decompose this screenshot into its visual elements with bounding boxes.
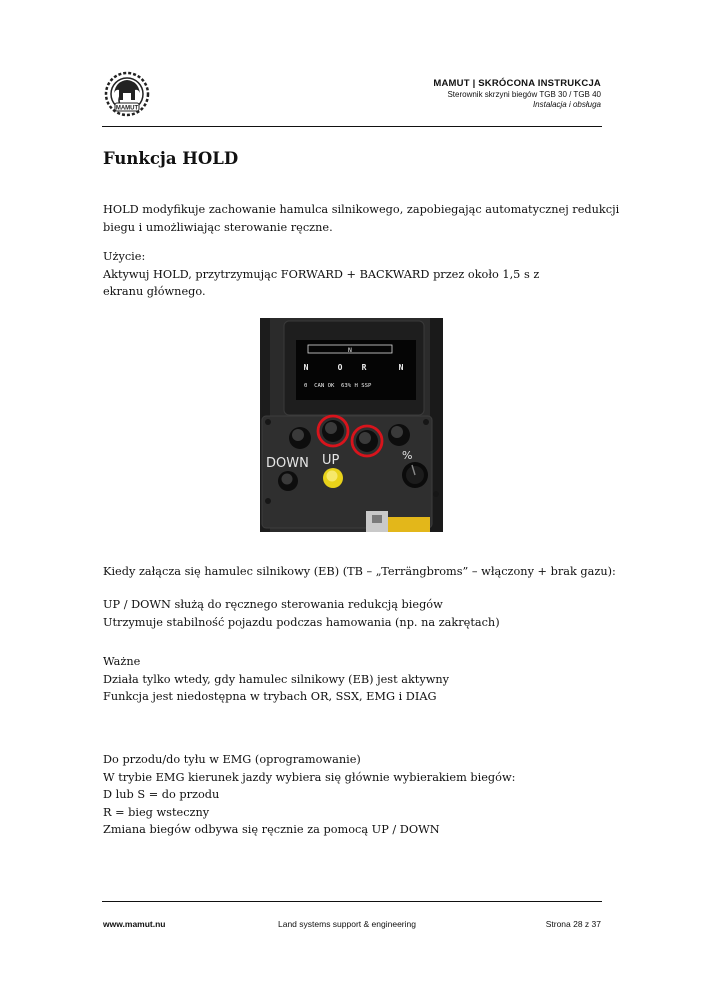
text-line: Utrzymuje stabilność pojazdu podczas hamowania (np. na zakrętach) xyxy=(103,615,500,629)
display-gear-2: O xyxy=(337,363,343,372)
text-line: biegu i umożliwiając sterowanie ręczne. xyxy=(103,220,333,234)
text-line: HOLD modyfikuje zachowanie hamulca silnikowego, zapobiegając automatycznej redukcji xyxy=(103,203,620,216)
header-section: Instalacja i obsługa xyxy=(532,100,601,109)
up-label: UP xyxy=(322,453,340,468)
display-gear-4: N xyxy=(398,363,404,372)
mamut-logo xyxy=(102,71,152,117)
percent-label: % xyxy=(402,449,413,462)
text-line: Użycie: xyxy=(103,250,146,263)
text-line: Działa tylko wtedy, gdy hamulec silnikowy (EB) jest aktywny xyxy=(103,672,450,686)
display-bar-text: N xyxy=(348,346,352,354)
text-line: Aktywuj HOLD, przytrzymując FORWARD + BACKWARD przez około 1,5 s z xyxy=(103,267,540,281)
text-line: Kiedy załącza się hamulec silnikowy (EB) (TB – „Terrängbroms” – włączony + brak gazu): xyxy=(103,565,616,578)
text-line: R = bieg wsteczny xyxy=(103,805,210,819)
display-gear-1: N xyxy=(303,363,309,372)
text-line: Funkcja jest niedostępna w trybach OR, SSX, EMG i DIAG xyxy=(103,690,437,703)
intro-paragraph xyxy=(103,201,620,236)
engine-brake-line xyxy=(103,563,616,581)
text-line: UP / DOWN służą do ręcznego sterowania redukcją biegów xyxy=(103,598,443,611)
text-line: Do przodu/do tyłu w EMG (oprogramowanie) xyxy=(103,753,361,766)
document-header xyxy=(433,78,601,109)
footer-tagline: Land systems support & engineering xyxy=(278,919,416,929)
footer-page-number: Strona 28 z 37 xyxy=(545,919,601,929)
header-rule xyxy=(102,126,602,127)
text-line: ekranu głównego. xyxy=(103,285,206,298)
usage-paragraph xyxy=(103,248,603,301)
section-heading: Funkcja HOLD xyxy=(103,149,239,168)
emg-section xyxy=(103,751,603,839)
display-gear-3: R xyxy=(361,363,367,372)
display-status-line: 0 CAN OK 63% H SSP xyxy=(304,383,372,389)
logo-text: MAMUT xyxy=(115,105,139,112)
down-label: DOWN xyxy=(266,456,309,471)
controller-photo xyxy=(260,318,443,532)
text-line: W trybie EMG kierunek jazdy wybiera się głównie wybierakiem biegów: xyxy=(103,770,516,784)
footer-rule xyxy=(102,901,602,902)
header-title: MAMUT | SKRÓCONA INSTRUKCJA xyxy=(433,78,601,89)
text-line: Zmiana biegów odbywa się ręcznie za pomocą UP / DOWN xyxy=(103,823,440,836)
text-line: Ważne xyxy=(103,655,141,668)
engine-brake-points xyxy=(103,596,603,631)
important-note xyxy=(103,653,603,706)
text-line: D lub S = do przodu xyxy=(103,788,220,801)
header-subtitle: Sterownik skrzyni biegów TGB 30 / TGB 40 xyxy=(447,90,601,99)
footer-website: www.mamut.nu xyxy=(103,919,166,929)
